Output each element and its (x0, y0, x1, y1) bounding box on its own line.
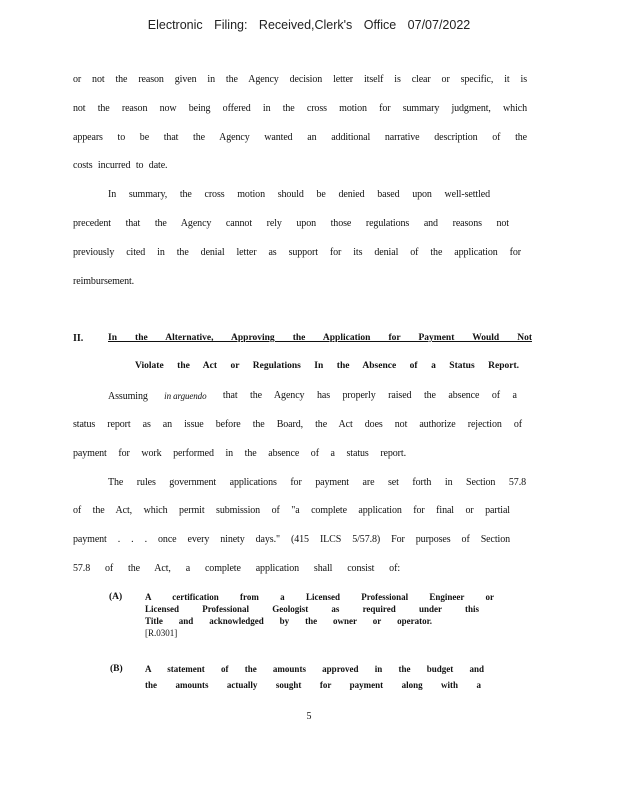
page-number: 5 (306, 711, 312, 722)
section-numeral: II. (73, 333, 84, 344)
body-text-line (108, 390, 529, 403)
list-item-line: Title and acknowledged by the owner or operator. (145, 616, 432, 626)
body-text-line: previously cited in the denial letter as support for its denial of the application for (73, 247, 521, 258)
section-heading-text: Violate the Act or Regulations In the Absence of a Status Report. (135, 361, 519, 371)
section-heading-line1 (108, 333, 532, 343)
list-item-line: [R.0301] (145, 628, 178, 638)
body-text-line: status report as an issue before the Board, the Act does not authorize rejection of (73, 419, 522, 430)
body-text-line: payment for work performed in the absence of a status report. (73, 448, 406, 459)
body-text: Assuming (108, 391, 148, 402)
body-text-line: In summary, the cross motion should be denied based upon well-settled (108, 189, 490, 200)
body-text-line: The rules government applications for payment are set forth in Section 57.8 (108, 477, 526, 488)
body-text-line: 57.8 of the Act, a complete application shall consist of: (73, 563, 400, 574)
body-text-line: or not the reason given in the Agency decision letter itself is clear or specific, it is (73, 74, 527, 85)
body-text: that the Agency has properly raised the absence of a (222, 390, 517, 401)
body-text-line: of the Act, which permit submission of "a complete application for final or partial (73, 505, 510, 516)
body-text-line: payment . . . once every ninety days." (415 ILCS 5/57.8) For purposes of Section (73, 534, 510, 545)
list-item-line: A certification from a Licensed Professional Engineer or (145, 592, 494, 602)
body-text-line: appears to be that the Agency wanted an additional narrative description of the (73, 132, 527, 143)
list-item-line: Licensed Professional Geologist as required under this (145, 604, 479, 614)
body-text-line: precedent that the Agency cannot rely upon those regulations and reasons not (73, 218, 509, 229)
list-item-line: A statement of the amounts approved in the budget and (145, 664, 484, 674)
latin-phrase: in arguendo (164, 391, 207, 401)
body-text-line: costs incurred to date. (73, 160, 168, 171)
section-heading-line2 (108, 361, 541, 371)
body-text-line: not the reason now being offered in the cross motion for summary judgment, which (73, 103, 527, 114)
list-item-label: (A) (109, 592, 123, 602)
body-text-line: reimbursement. (73, 276, 135, 287)
filing-header: Electronic Filing: Received,Clerk's Office 07/07/2022 (147, 18, 471, 32)
section-heading-text: In the Alternative, Approving the Application for Payment Would Not (108, 333, 532, 343)
list-item-line: the amounts actually sought for payment along with a (145, 680, 481, 690)
list-item-label: (B) (110, 664, 123, 674)
